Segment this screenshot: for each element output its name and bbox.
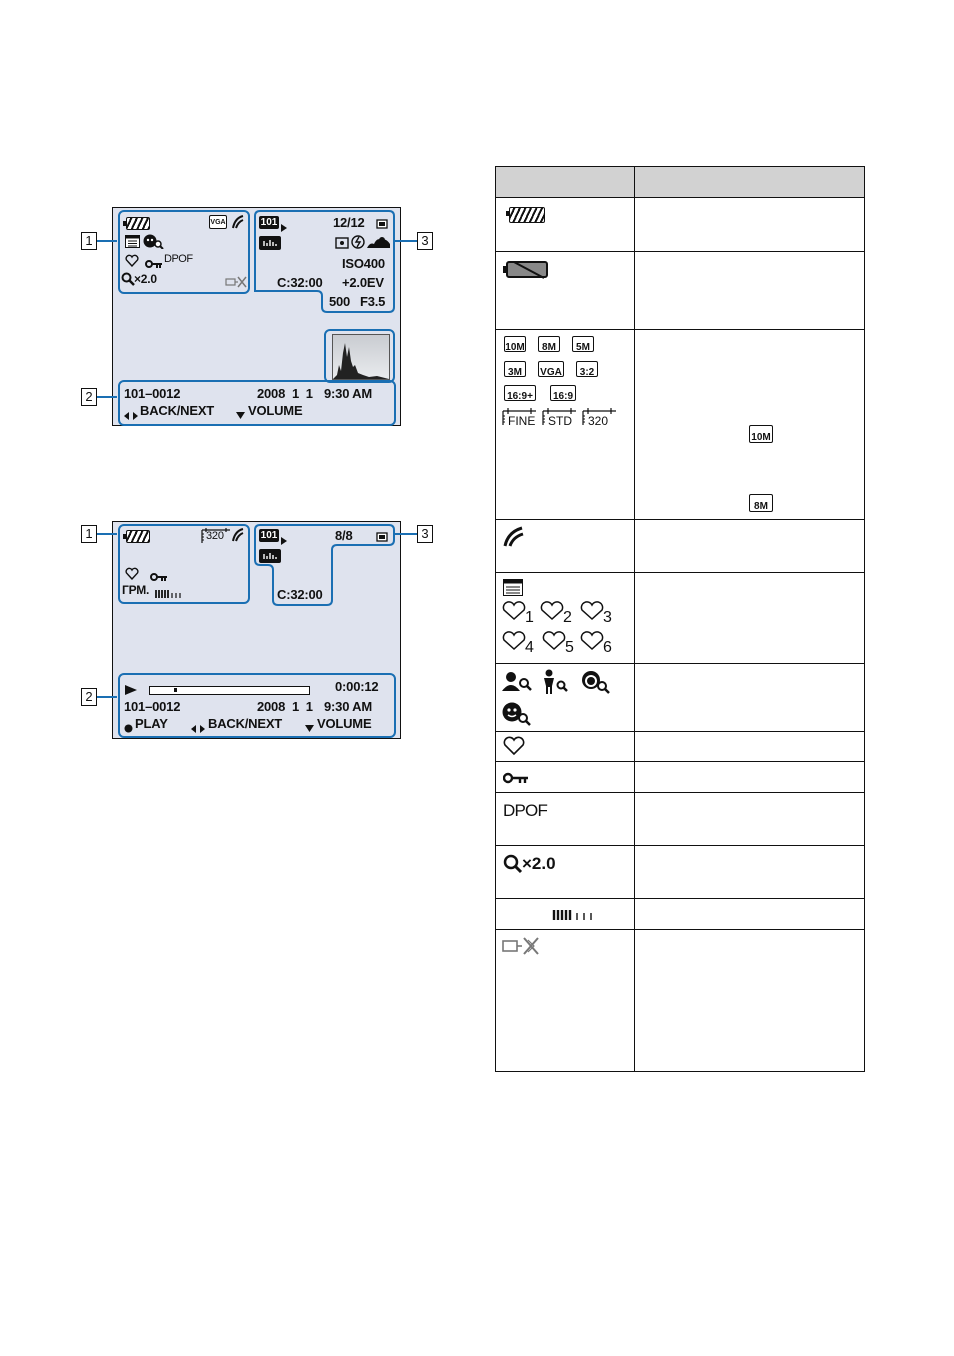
favorite-5-number: 5 — [565, 639, 574, 656]
table-row — [496, 930, 865, 1072]
battery-icon — [126, 530, 150, 543]
table-row — [496, 732, 865, 762]
movie-320-label: 320 — [588, 414, 609, 428]
table-row — [496, 252, 865, 330]
volume-bar-icon — [552, 908, 614, 926]
recorded-date: 2008 1 1 — [257, 386, 313, 401]
flash-off-icon — [351, 235, 365, 254]
movie-std-label: STD — [548, 414, 572, 428]
image-size-8m-icon: 8M — [538, 336, 560, 352]
protect-write-icon — [231, 527, 245, 548]
table-row — [496, 520, 865, 573]
image-size-3-2-icon: 3:2 — [576, 361, 598, 377]
table-row — [496, 664, 865, 732]
play-label: PLAY — [135, 716, 168, 731]
image-size-vga-icon: VGA — [538, 361, 564, 377]
favorite-6-icon — [580, 631, 604, 656]
key-icon — [150, 569, 168, 587]
image-count: 12/12 — [333, 215, 365, 230]
baby-search-icon — [580, 670, 610, 699]
inline-8m-icon: 8M — [749, 494, 773, 512]
calendar-icon — [125, 235, 140, 253]
recording-folder-icon — [259, 549, 281, 563]
remaining-time: C:32:00 — [277, 275, 323, 290]
battery-icon — [126, 217, 150, 230]
bullet-icon — [124, 720, 133, 738]
dpof-label: DPOF — [164, 253, 193, 265]
dpof-icon: DPOF — [503, 801, 548, 820]
protect-write-icon — [502, 526, 526, 553]
volume-label: ГРМ. — [122, 583, 150, 597]
callout-2: 2 — [81, 688, 97, 706]
zoom-value: ×2.0 — [522, 854, 556, 873]
heart-icon — [503, 736, 525, 761]
favorite-4-icon — [502, 631, 526, 656]
down-arrow-icon — [236, 407, 245, 425]
battery-full-icon — [509, 207, 545, 223]
person-search-icon — [502, 671, 532, 698]
file-number: 101–0012 — [124, 386, 181, 401]
child-search-icon — [540, 669, 570, 700]
favorite-3-number: 3 — [603, 609, 612, 626]
table-row — [496, 198, 865, 252]
favorite-2-number: 2 — [563, 609, 572, 626]
callout-1: 1 — [81, 525, 97, 543]
memory-icon — [376, 530, 388, 548]
callout-1-line — [97, 240, 117, 242]
iso-value: ISO400 — [342, 256, 385, 271]
battery-empty-icon — [502, 260, 550, 285]
icon-legend-table — [495, 166, 865, 1072]
callout-2-line — [97, 396, 117, 398]
inline-10m-icon: 10M — [749, 425, 773, 443]
metering-icon — [335, 236, 349, 254]
favorite-3-icon — [580, 601, 604, 626]
table-row — [496, 330, 865, 520]
table-row — [496, 846, 865, 899]
favorite-4-number: 4 — [525, 639, 534, 656]
table-row — [496, 899, 865, 930]
favorite-2-icon — [540, 601, 564, 626]
back-next-label: BACK/NEXT — [208, 716, 283, 731]
left-right-arrows-icon — [191, 720, 205, 738]
key-icon — [503, 771, 529, 789]
callout-3: 3 — [417, 525, 433, 543]
recorded-time: 9:30 AM — [324, 386, 372, 401]
table-row — [496, 793, 865, 846]
back-next-label: BACK/NEXT — [140, 403, 215, 418]
folder-icon: 101 — [260, 530, 278, 541]
volume-label: VOLUME — [248, 403, 303, 418]
header-indication — [635, 167, 865, 198]
face-detection-icon — [143, 233, 165, 254]
callout-2: 2 — [81, 388, 97, 406]
image-size-10m-icon: 10M — [504, 336, 526, 352]
left-right-arrows-icon — [124, 407, 138, 425]
callout-1-line — [97, 533, 117, 535]
image-size-5m-icon: 5M — [572, 336, 594, 352]
movie-fine-label: FINE — [508, 414, 536, 428]
calendar-icon — [503, 579, 523, 601]
favorite-5-icon — [542, 631, 566, 656]
histogram — [332, 334, 390, 380]
shutter-speed: 500 — [329, 294, 351, 309]
callout-2-line — [97, 696, 117, 698]
play-icon — [125, 682, 137, 700]
recording-folder-icon — [259, 236, 281, 250]
zoom-icon — [121, 272, 135, 291]
favorite-1-number: 1 — [525, 609, 534, 626]
table-header-row — [496, 167, 865, 198]
callout-1: 1 — [81, 232, 97, 250]
favorite-6-number: 6 — [603, 639, 612, 656]
folder-icon: 101 — [260, 217, 278, 228]
remaining-time: C:32:00 — [277, 587, 323, 602]
table-row — [496, 762, 865, 793]
protect-write-icon — [231, 214, 245, 235]
recorded-date: 2008 1 1 — [257, 699, 313, 714]
callout-3: 3 — [417, 232, 433, 250]
play-arrow-icon — [281, 532, 287, 550]
zoom-value: ×2.0 — [134, 272, 157, 286]
face-search-icon — [502, 702, 532, 731]
pictbridge-off-icon — [502, 936, 542, 961]
scene-icon — [367, 235, 391, 254]
down-arrow-icon — [305, 720, 314, 738]
callout-3-line — [393, 533, 417, 535]
header-display — [496, 167, 635, 198]
playback-screen-still — [112, 207, 401, 426]
image-size-3m-icon: 3M — [504, 361, 526, 377]
volume-label-2: VOLUME — [317, 716, 372, 731]
time-counter: 0:00:12 — [335, 679, 379, 694]
zoom-icon — [503, 854, 523, 879]
heart-icon — [125, 254, 139, 272]
favorite-1-icon — [502, 601, 526, 626]
play-arrow-icon — [281, 219, 287, 237]
exposure-value: +2.0EV — [342, 275, 384, 290]
pictbridge-off-icon — [225, 275, 247, 293]
image-size-icon: VGA — [209, 215, 227, 229]
playback-screen-movie — [112, 521, 401, 739]
volume-bar-icon — [155, 586, 195, 604]
image-size-16-9-plus-icon: 16:9+ — [504, 385, 536, 401]
recorded-time: 9:30 AM — [324, 699, 372, 714]
callout-3-line — [393, 240, 417, 242]
file-number: 101–0012 — [124, 699, 181, 714]
image-count: 8/8 — [335, 528, 353, 543]
movie-size-label: 320 — [206, 530, 224, 542]
table-row — [496, 573, 865, 664]
memory-icon — [376, 217, 388, 235]
image-size-16-9-icon: 16:9 — [550, 385, 576, 401]
aperture-value: F3.5 — [360, 294, 386, 309]
